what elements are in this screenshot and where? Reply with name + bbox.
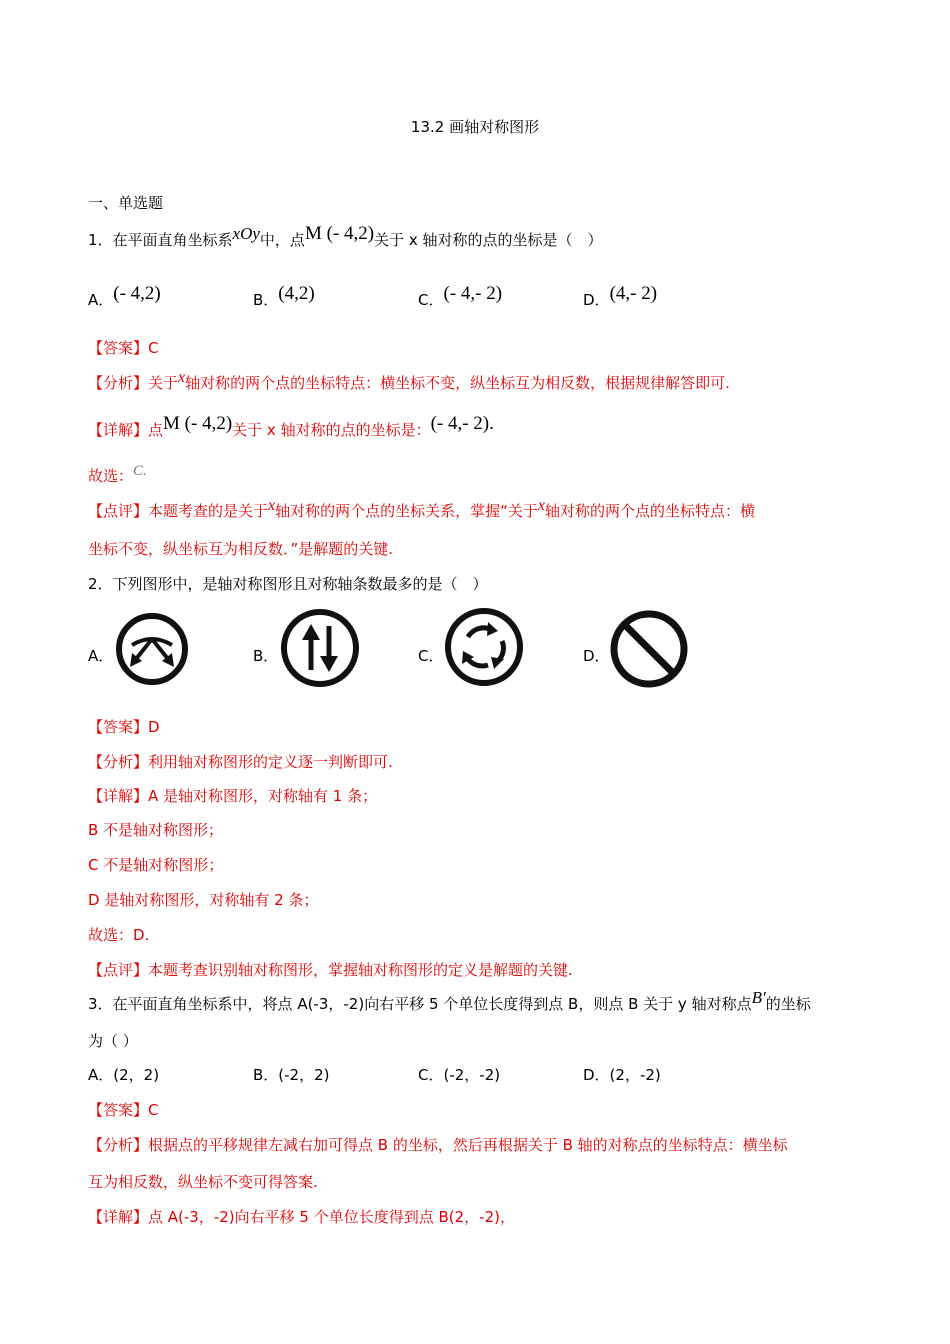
q3-detail: 【详解】点 A(-3，-2)向右平移 5 个单位长度得到点 B(2，-2)， [88,1208,515,1226]
q1-detail-b: 关于 x 轴对称的点的坐标是： [232,421,431,439]
q2-detail-1: 【详解】A 是轴对称图形，对称轴有 1 条； [88,787,378,805]
q3-stem-b: 的坐标 [765,995,811,1013]
q3-answer: 【答案】C [88,1101,159,1119]
q1-option-b [253,283,315,310]
q2-answer: 【答案】D [88,718,160,736]
q1-comment-x: x [268,497,276,514]
q3-stem-a: 3．在平面直角坐标系中，将点 A(-3，-2)向右平移 5 个单位长度得到点 B，则点 B 关于 y 轴对称点 [88,995,752,1013]
q3-analysis-2: 互为相反数，纵坐标不变可得答案. [88,1173,318,1191]
q1-detail-a: 【详解】点 [88,421,164,439]
q2-choose: 故选：D. [88,926,150,944]
page-title: 13.2 画轴对称图形 [410,118,540,136]
q3-option-d: D．(2，-2) [583,1066,661,1084]
q1-choose-label: 故选： [88,467,134,485]
q2-detail-3: C 不是轴对称图形； [88,856,224,874]
q1-option-d [583,283,658,310]
q3-analysis-1: 【分析】根据点的平移规律左减右加可得点 B 的坐标，然后再根据关于 B 轴的对称点的坐标特点：横坐标 [88,1136,788,1154]
section-heading: 一、单选题 [88,194,164,212]
q1-comment-line2: 坐标不变，纵坐标互为相反数．”是解题的关键. [88,540,394,558]
q2-option-b-label: B． [253,647,279,665]
q1-stem-suffix: 关于 x 轴对称的点的坐标是（ ） [374,231,603,249]
q1-comment-x2: x [537,497,546,514]
q1-option-a-value: (- 4,2) [113,283,161,304]
q1-option-d-label: D． [583,291,610,309]
q1-comment [88,497,756,522]
q2-option-a-label: A． [88,647,114,665]
q1-option-b-label: B． [253,291,279,309]
q1-option-c [418,283,503,310]
q1-option-c-label: C． [418,291,444,309]
q1-analysis-a: 【分析】关于 [88,374,179,392]
q2-option-d-label: D． [583,647,610,665]
q1-comment-a: 【点评】本题考查的是关于 [88,502,269,520]
q1-point: M (- 4,2) [304,223,375,244]
q1-xoy: xOy [232,224,260,243]
q1-option-d-value: (4,- 2) [609,283,658,304]
q1-answer: 【答案】C [88,339,159,357]
no-entry-sign-icon [609,609,689,689]
q1-option-a-label: A． [88,291,114,309]
q2-option-c-label: C． [418,647,444,665]
roundabout-sign-icon [444,607,524,687]
q1-comment-c: 轴对称的两个点的坐标特点：横 [545,502,756,520]
q1-analysis-b: 轴对称的两个点的坐标特点：横坐标不变，纵坐标互为相反数，根据规律解答即可. [185,374,730,392]
q3-stem [88,988,811,1014]
q1-detail [88,413,494,440]
two-way-traffic-sign-icon [280,608,360,688]
q1-detail-point: M (- 4,2) [163,413,233,434]
q2-comment: 【点评】本题考查识别轴对称图形，掌握轴对称图形的定义是解题的关键. [88,961,573,979]
q1-option-a [88,283,161,310]
diverging-arrows-sign-icon [114,611,190,687]
q1-choose-value: C. [133,463,147,479]
q1-stem [88,223,603,250]
q1-analysis-x: x [178,369,186,386]
q1-stem-mid: 中，点 [259,231,305,249]
q3-option-b: B．(-2，2) [253,1066,330,1084]
q1-stem-prefix: 1．在平面直角坐标系 [88,231,233,249]
q1-option-c-value: (- 4,- 2) [443,283,503,304]
q3-stem-line2: 为（ ） [88,1032,138,1050]
q2-analysis: 【分析】利用轴对称图形的定义逐一判断即可. [88,753,393,771]
q2-detail-2: B 不是轴对称图形； [88,821,224,839]
q1-analysis [88,369,730,394]
q2-detail-4: D 是轴对称图形，对称轴有 2 条； [88,891,319,909]
q3-option-c: C．(-2，-2) [418,1066,501,1084]
q1-choose [88,463,147,487]
q1-detail-result: (- 4,- 2). [430,413,494,434]
q3-option-a: A．(2，2) [88,1066,160,1084]
q1-option-b-value: (4,2) [278,283,315,304]
q3-b-prime: B′ [751,988,766,1007]
q1-comment-b: 轴对称的两个点的坐标关系，掌握“关于 [275,502,538,520]
q2-stem: 2．下列图形中，是轴对称图形且对称轴条数最多的是（ ） [88,575,488,593]
